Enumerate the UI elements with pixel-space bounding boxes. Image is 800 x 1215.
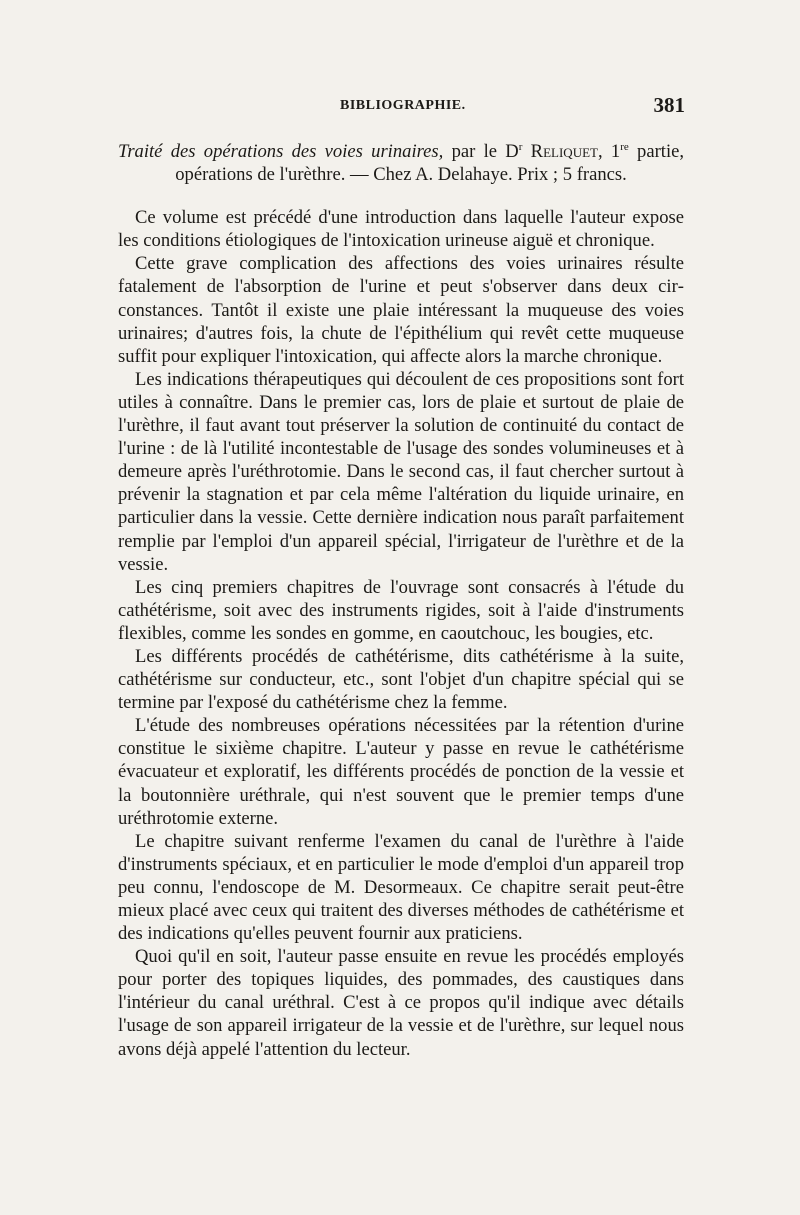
paragraph: Les indications thérapeutiques qui découlent de ces propositions sont fort utiles à connaître. Dans le premier cas, lors de plaie et surtout de plaie de l'urèthre, il faut avant tout préserver la solution de continuité du contact de l'urine : de là l'utilité incontestable de l'usage des sondes volumineuses et à demeure après l'uréthrotomie. Dans le second cas, il faut chercher surtout à prévenir la stagnation et par cela même l'altération du liquide urinaire, en particulier dans la vessie. Cette dernière indication nous paraît parfaitement remplie par l'emploi d'un appareil spécial, l'irrigateur de l'urèthre et de la vessie. [118, 368, 684, 575]
book-citation [118, 140, 684, 186]
paragraph: Les cinq premiers chapitres de l'ouvrage sont consacrés à l'étude du cathétérisme, soit avec des instruments rigides, soit à l'aide d'instruments flexibles, comme les sondes en gomme, en caoutchouc, les bougies, etc. [118, 576, 684, 644]
citation-by: par le D [443, 141, 519, 162]
paragraph: Le chapitre suivant renferme l'examen du canal de l'urèthre à l'aide d'instruments spéciaux, et en particulier le mode d'emploi d'un appareil trop peu connu, l'endoscope de M. Desormeaux. Ce chapitre serait peut-être mieux placé avec ceux qui traitent des diverses méthodes de cathétérisme et des indications qu'elles peuvent fournir aux praticiens. [118, 830, 684, 945]
paragraph: Cette grave complication des affections des voies urinaires résulte fatalement de l'absorption de l'urine et peut s'observer dans deux circonstances. Tantôt il existe une plaie intéressant la muqueuse des voies urinaires; d'autres fois, la chute de l'épithélium qui revêt cette muqueuse suffit pour expliquer l'intoxication, qui affecte alors la marche chronique. [118, 253, 684, 367]
citation-author: Reliquet [522, 141, 598, 162]
book-title: Traité des opérations des voies urinaires, [118, 141, 444, 162]
citation-part-sup: re [620, 140, 629, 153]
citation-part: , 1 [597, 141, 621, 162]
citation-dr-sup: r [518, 140, 523, 153]
paragraph: Ce volume est précédé d'une introduction dans laquelle l'auteur expose les conditions étiologiques de l'intoxication urineuse aiguë et chronique. [118, 207, 684, 252]
paragraph: L'étude des nombreuses opérations nécessitées par la rétention d'urine constitue le sixième chapitre. L'auteur y passe en revue le cathétérisme évacuateur et exploratif, les différents procédés de ponction de la vessie et la boutonnière uréthrale, qui n'est souvent que le premier temps d'une uréthrotomie externe. [118, 715, 684, 829]
page-body [118, 140, 684, 1061]
page-number: 381 [653, 93, 685, 117]
citation-rest: partie, opérations de l'urèthre. — Chez A. Delahaye. Prix ; 5 francs. [175, 141, 685, 186]
paragraph: Quoi qu'il en soit, l'auteur passe ensuite en revue les procédés employés pour porter des topiques liquides, des pommades, des caustiques dans l'intérieur du canal uréthral. C'est à ce propos qu'il indique avec détails l'usage de son appareil irrigateur de la vessie et de l'urèthre, sur lequel nous avons déjà appelé l'attention du lecteur. [118, 946, 684, 1060]
paragraph: Les différents procédés de cathétérisme, dits cathétérisme à la suite, cathétérisme sur conducteur, etc., sont l'objet d'un chapitre spécial qui se termine par l'exposé du cathétérisme chez la femme. [118, 645, 684, 714]
page-header [118, 93, 685, 122]
running-head: BIBLIOGRAPHIE. [340, 98, 466, 113]
